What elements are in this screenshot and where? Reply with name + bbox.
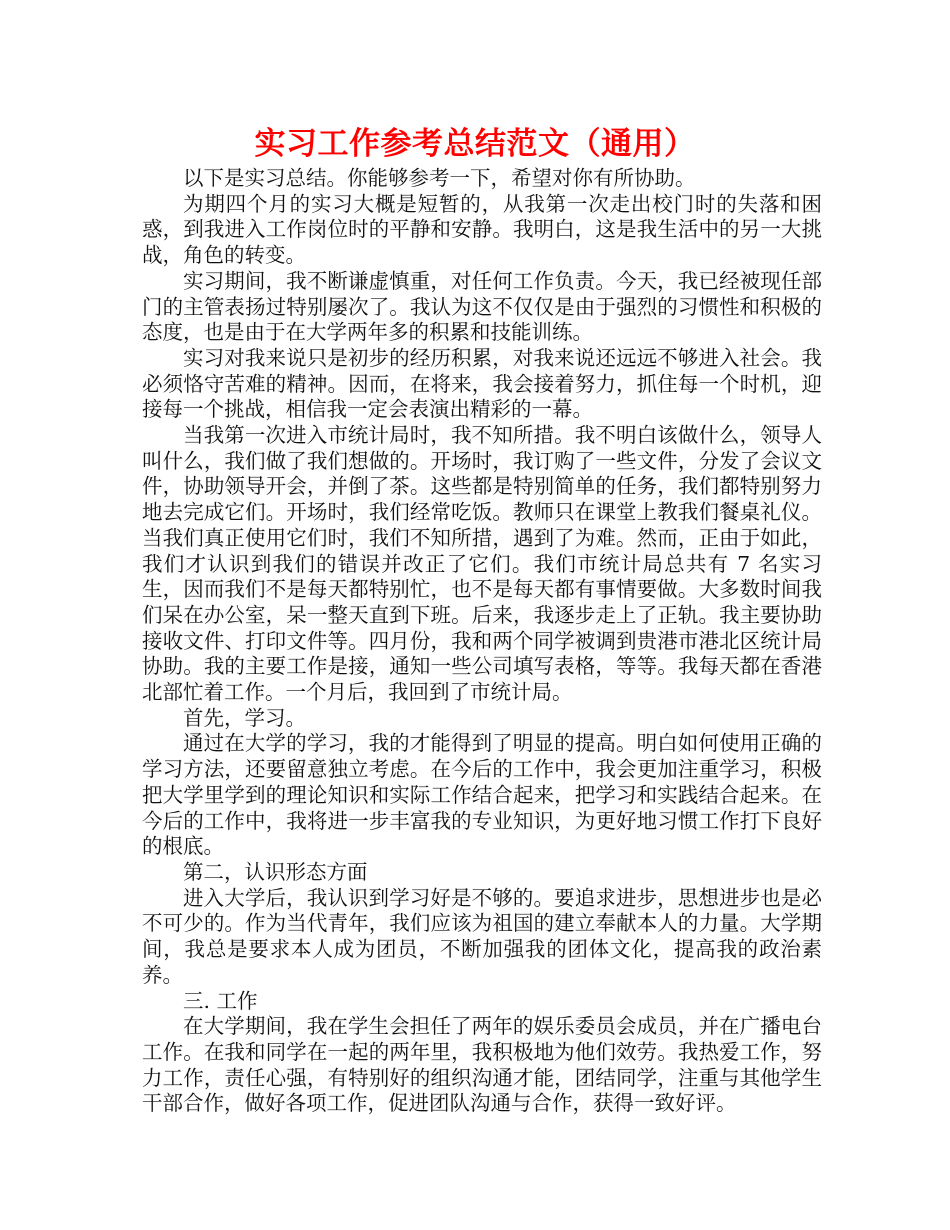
document-body bbox=[142, 166, 822, 1117]
section-heading-ideology: 第二，认识形态方面 bbox=[183, 859, 368, 884]
section-heading-study: 首先，学习。 bbox=[183, 705, 306, 730]
paragraph-study: 通过在大学的学习，我的才能得到了明显的提高。明白如何使用正确的学习方法，还要留意独立考虑。在今后的工作中，我会更加注重学习，积极把大学里学到的理论知识和实际工作结合起来，把学习和实践结合起来。在今后的工作中，我将进一步丰富我的专业知识，为更好地习惯工作打下良好的根底。 bbox=[142, 731, 822, 859]
paragraph-intro: 以下是实习总结。你能够参考一下，希望对你有所协助。 bbox=[183, 166, 696, 190]
paragraph-experience: 实习对我来说只是初步的经历积累，对我来说还远远不够进入社会。我必须恪守苦难的精神。因而，在将来，我会接着努力，抓住每一个时机，迎接每一个挑战，相信我一定会表演出精彩的一幕。 bbox=[142, 345, 822, 422]
document-title: 实习工作参考总结范文（通用） bbox=[254, 126, 696, 162]
paragraph-work: 在大学期间，我在学生会担任了两年的娱乐委员会成员，并在广播电台工作。在我和同学在一起的两年里，我积极地为他们效劳。我热爱工作，努力工作，责任心强，有特别好的组织沟通才能，团结同学，注重与其他学生干部合作，做好各项工作，促进团队沟通与合作，获得一致好评。 bbox=[142, 1014, 822, 1116]
paragraph-attitude: 实习期间，我不断谦虚慎重，对任何工作负责。今天，我已经被现任部门的主管表扬过特别屡次了。我认为这不仅仅是由于强烈的习惯性和积极的态度，也是由于在大学两年多的积累和技能训练。 bbox=[142, 268, 822, 345]
paragraph-internship-period: 为期四个月的实习大概是短暂的，从我第一次走出校门时的失落和困惑，到我进入工作岗位时的平静和安静。我明白，这是我生活中的另一大挑战，角色的转变。 bbox=[142, 191, 822, 268]
paragraph-ideology: 进入大学后，我认识到学习好是不够的。要追求进步，思想进步也是必不可少的。作为当代青年，我们应该为祖国的建立奉献本人的力量。大学期间，我总是要求本人成为团员，不断加强我的团体文化，提高我的政治素养。 bbox=[142, 885, 822, 987]
paragraph-statistics-bureau: 当我第一次进入市统计局时，我不知所措。我不明白该做什么，领导人叫什么，我们做了我们想做的。开场时，我订购了一些文件，分发了会议文件，协助领导开会，并倒了茶。这些都是特别简单的任务，我们都特别努力地去完成它们。开场时，我们经常吃饭。教师只在课堂上教我们餐桌礼仪。当我们真正使用它们时，我们不知所措，遇到了为难。然而，正由于如此，我们才认识到我们的错误并改正了它们。我们市统计局总共有 7 名实习生，因而我们不是每天都特别忙，也不是每天都有事情要做。大多数时间我们呆在办公室，呆一整天直到下班。后来，我逐步走上了正轨。我主要协助接收文件、打印文件等。四月份，我和两个同学被调到贵港市港北区统计局协助。我的主要工作是接，通知一些公司填写表格，等等。我每天都在香港北部忙着工作。一个月后，我回到了市统计局。 bbox=[142, 423, 822, 705]
section-heading-work: 三. 工作 bbox=[183, 988, 258, 1013]
